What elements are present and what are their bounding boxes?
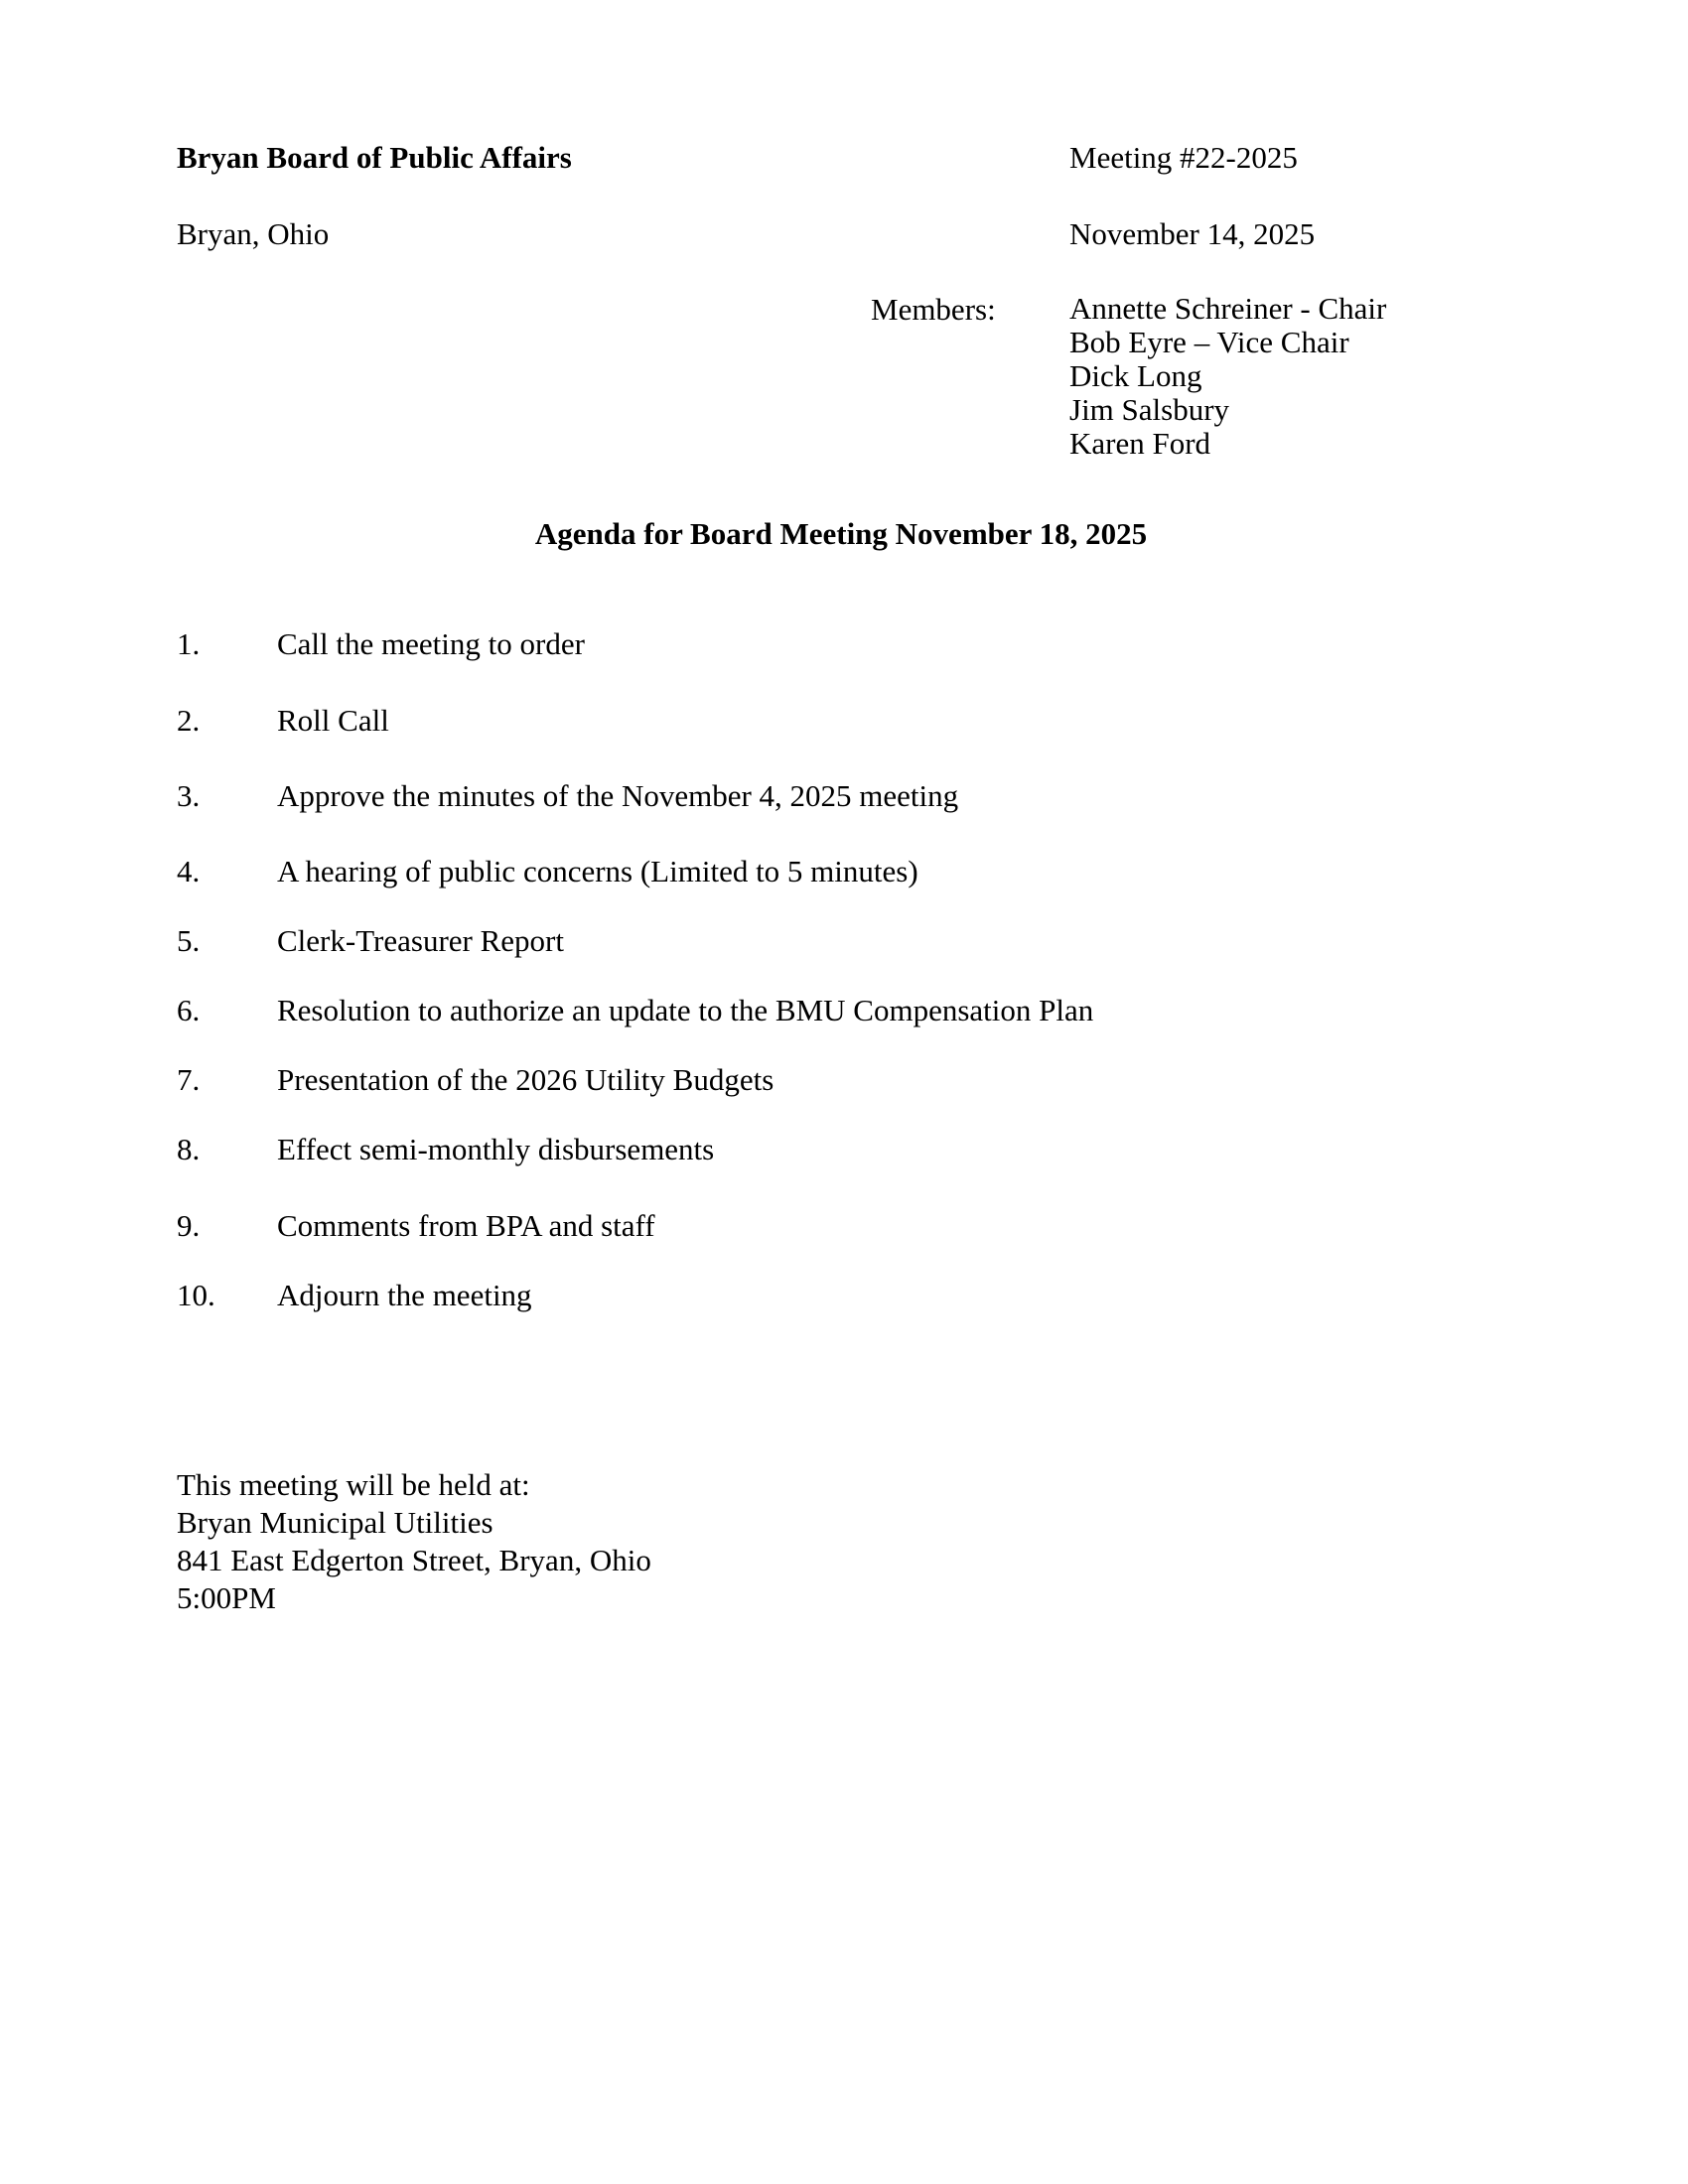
- agenda-item-number: 1.: [177, 626, 201, 661]
- agenda-item-text: Roll Call: [277, 703, 389, 738]
- venue-name: Bryan Municipal Utilities: [177, 1505, 493, 1540]
- venue-block: [177, 1466, 651, 1617]
- member-name: Bob Eyre – Vice Chair: [1069, 325, 1349, 359]
- agenda-item-text: Approve the minutes of the November 4, 2025 meeting: [277, 778, 959, 813]
- meeting-number: Meeting #22-2025: [1069, 140, 1298, 175]
- agenda-item-number: 3.: [177, 778, 201, 813]
- location: Bryan, Ohio: [177, 216, 330, 251]
- venue-intro: This meeting will be held at:: [177, 1467, 530, 1502]
- agenda-item-number: 7.: [177, 1062, 201, 1097]
- agenda-item-text: Clerk-Treasurer Report: [277, 923, 564, 958]
- agenda-item-number: 6.: [177, 993, 201, 1027]
- agenda-item-number: 10.: [177, 1278, 215, 1312]
- agenda-item-text: Resolution to authorize an update to the BMU Compensation Plan: [277, 993, 1094, 1027]
- notice-date: November 14, 2025: [1069, 216, 1316, 251]
- agenda-item-number: 2.: [177, 703, 201, 738]
- venue-address: 841 East Edgerton Street, Bryan, Ohio: [177, 1543, 651, 1577]
- agenda-item-text: Adjourn the meeting: [277, 1278, 532, 1312]
- agenda-item-text: Comments from BPA and staff: [277, 1208, 655, 1243]
- agenda-list: [177, 0, 1468, 1390]
- agenda-item-text: Effect semi-monthly disbursements: [277, 1132, 715, 1166]
- member-name: Karen Ford: [1069, 426, 1211, 461]
- member-name: Dick Long: [1069, 358, 1202, 393]
- agenda-item-text: A hearing of public concerns (Limited to 5 minutes): [277, 854, 918, 888]
- organization-name: Bryan Board of Public Affairs: [177, 140, 572, 175]
- agenda-item-text: Presentation of the 2026 Utility Budgets: [277, 1062, 774, 1097]
- member-name: Annette Schreiner - Chair: [1069, 291, 1387, 326]
- agenda-item-number: 5.: [177, 923, 201, 958]
- agenda-title-text: Agenda for Board Meeting November 18, 2025: [534, 516, 1148, 551]
- members-label: Members:: [871, 292, 996, 327]
- agenda-item-number: 4.: [177, 854, 201, 888]
- venue-time: 5:00PM: [177, 1580, 276, 1615]
- agenda-item-number: 9.: [177, 1208, 201, 1243]
- agenda-item-number: 8.: [177, 1132, 201, 1166]
- member-name: Jim Salsbury: [1069, 392, 1230, 427]
- agenda-item-text: Call the meeting to order: [277, 626, 585, 661]
